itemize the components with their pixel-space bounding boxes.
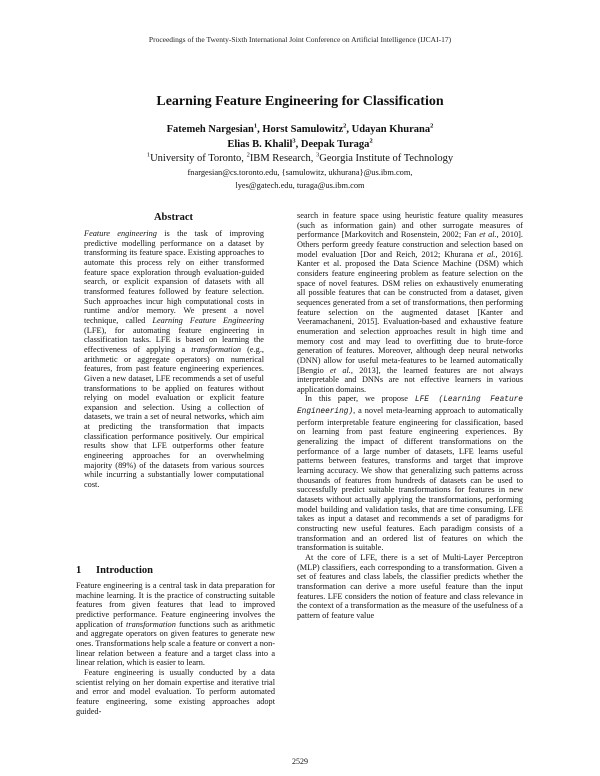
abstract-text: is the task of improving predictive modelling performance on a dataset by transforming its feature space. Existing approaches to automate this process rely on either transformed feature space exploration through evaluation-guided search, or explicit expansion of datasets with all transformed features followed by feature selection. Such approaches incur high computational costs in runtime and/or memory. We present a novel technique, called bbox=[84, 229, 264, 325]
author-name: Elias B. Khalil bbox=[227, 139, 293, 150]
affiliation-marker: 1 bbox=[146, 151, 151, 159]
email-line: fnargesian@cs.toronto.edu, {samulowitz, ukhurana}@us.ibm.com, bbox=[187, 168, 413, 177]
abstract-heading: Abstract bbox=[153, 212, 194, 223]
abstract-text: (LFE), for automating feature engineering in classification tasks. LFE is based on learning the effectiveness of applying a bbox=[84, 325, 264, 354]
section-number: 1 bbox=[76, 565, 82, 576]
paragraph-text: functions such as arithmetic and aggregate operators on given features to generate new ones. Transformations help scale a feature or convert a non-linear relation between a feature and a target class into a linear relation, which is easier to learn. bbox=[76, 619, 276, 668]
paragraph: Feature engineering is usually conducted by a data scientist relying on her domain expertise and iterative trial and error and model evaluation. To perform automated feature engineering, some existing approaches adopt guided- bbox=[76, 667, 275, 716]
abstract-text: (e.g., arithmetic or aggregate operators) on numerical features, from past feature engineering experiences. Given a new dataset, LFE recommends a set of useful transformations to be applied on features without relying on model evaluation or explicit feature expansion and selection. Using a collection of datasets, we train a set of neural networks, which aim at predicting the transformation that impacts classification performance positively. Our empirical results show that LFE outperforms other feature engineering approaches for an overwhelming majority (89%) of the datasets from various sources while incurring a substantially lower computational cost. bbox=[84, 344, 264, 490]
affiliation-marker: 1 bbox=[253, 122, 258, 130]
affiliation-name: Georgia Institute of Technology bbox=[319, 153, 454, 164]
author-list bbox=[0, 122, 600, 152]
authors-line-1: Fatemeh Nargesian$^1$, Horst Samulowitz$^2$, Udayan Khurana$^2$ bbox=[166, 122, 434, 135]
proceedings-header: Proceedings of the Twenty-Sixth International Joint Conference on Artificial Intelligence (IJCAI-17) bbox=[148, 35, 452, 44]
paragraph bbox=[297, 211, 523, 394]
introduction-body bbox=[76, 581, 275, 716]
affiliation-marker: 3 bbox=[316, 151, 320, 159]
paragraph-text: search in feature space using heuristic feature quality measures (such as information gain) and other surrogate measures of performance [Markovitch and Rosenstein, 2002; Fan bbox=[297, 211, 523, 240]
author-name: Fatemeh Nargesian bbox=[166, 124, 254, 135]
author-name: Udayan Khurana bbox=[351, 124, 431, 135]
email-line: lyes@gatech.edu, turaga@us.ibm.com bbox=[235, 180, 365, 190]
emphasis: transformation bbox=[191, 344, 242, 354]
affiliation-marker: 2 bbox=[343, 122, 347, 130]
section-title: Introduction bbox=[96, 565, 153, 576]
paragraph-text: , 2013], the learned features are not always interpretable and DNNs are not effective learners in various application domains. bbox=[297, 365, 523, 394]
author-emails bbox=[0, 167, 600, 192]
affiliation-marker: 3 bbox=[292, 137, 296, 145]
emphasis: Feature engineering bbox=[84, 229, 157, 238]
paragraph: At the core of LFE, there is a set of Multi-Layer Perceptron (MLP) classifiers, each corresponding to a transformation. Given a set of features and class labels, the classifier predicts whether the transformation can derive a more useful feature than the input features. LFE considers the notion of feature and class relevance in the context of a transformation as the measure of the usefulness of a pattern of feature value bbox=[297, 552, 523, 620]
paragraph-text: Feature engineering is a central task in data preparation for machine learning. It is the practice of constructing suitable features from given features that lead to improved predictive performance. Feature engineering involves the application of bbox=[76, 581, 275, 629]
paper-title: Learning Feature Engineering for Classification bbox=[156, 94, 444, 109]
emphasis: Learning Feature Engineering bbox=[152, 315, 265, 325]
affiliation-marker: 2 bbox=[430, 122, 434, 130]
emphasis: et al. bbox=[479, 230, 497, 240]
paragraph-text: , a novel meta-learning approach to automatically perform interpretable feature engineering for classification, based on learning from past feature engineering experiences. By generalizing the impact of different transformations on the performance of a large number of datasets, LFE learns useful patterns between features, transforms and target that improve learning accuracy. We show that generalizing such patterns across thousands of features from hundreds of datasets can be used to successfully predict suitable transformations for features in new datasets without actually applying the transformations, performing model building and validation tasks, that are time consuming. LFE takes as input a dataset and recommends a set of paradigms for constructing new useful features. Each paradigm consists of a transformation and an ordered list of features on which the transformation is suitable. bbox=[297, 406, 523, 553]
authors-line-2: Elias B. Khalil$^3$, Deepak Turaga$^2$ bbox=[227, 137, 373, 150]
paragraph-text: , 2016]. Kanter et al. proposed the Data Science Machine (DSM) which considers feature engineering problem as feature selection on the space of novel features. DSM relies on exhaustively enumerating all possible features that can be constructed from a dataset, given sequences generated from a set of transformations, then performing feature selection on the augmented dataset [Kanter and Veeramachaneni, 2015]. Evaluation-based and exhaustive feature enumeration and selection approaches result in high time and memory cost and may lead to overfitting due to brute-force generation of features. Moreover, although deep neural networks (DNN) allow for useful meta-features to be learned automatically [Bengio bbox=[297, 249, 523, 375]
paragraph bbox=[76, 581, 275, 668]
paragraph bbox=[297, 394, 523, 553]
emphasis: et al. bbox=[330, 365, 351, 375]
author-name: Deepak Turaga bbox=[300, 139, 370, 150]
method-name: LFE (Learning Feature Engineering) bbox=[297, 396, 523, 417]
affiliations bbox=[0, 152, 600, 165]
affiliation-name: University of Toronto, bbox=[150, 153, 247, 164]
affiliation-name: IBM Research, bbox=[249, 153, 317, 164]
emphasis: et al. bbox=[476, 249, 496, 259]
affiliation-marker: 2 bbox=[369, 137, 373, 145]
emphasis: transformation bbox=[126, 619, 176, 629]
right-column bbox=[297, 211, 523, 621]
section-heading-introduction bbox=[76, 565, 153, 576]
abstract-body bbox=[84, 229, 264, 490]
page-number: 2529 bbox=[292, 757, 308, 766]
author-name: Horst Samulowitz bbox=[262, 124, 344, 135]
paragraph-text: In this paper, we propose bbox=[305, 394, 415, 404]
affiliation-marker: 2 bbox=[246, 151, 250, 159]
paragraph-text: , 2010]. Others perform greedy feature construction and selection based on model evaluation [Dor and Reich, 2012; Khurana bbox=[297, 230, 523, 259]
